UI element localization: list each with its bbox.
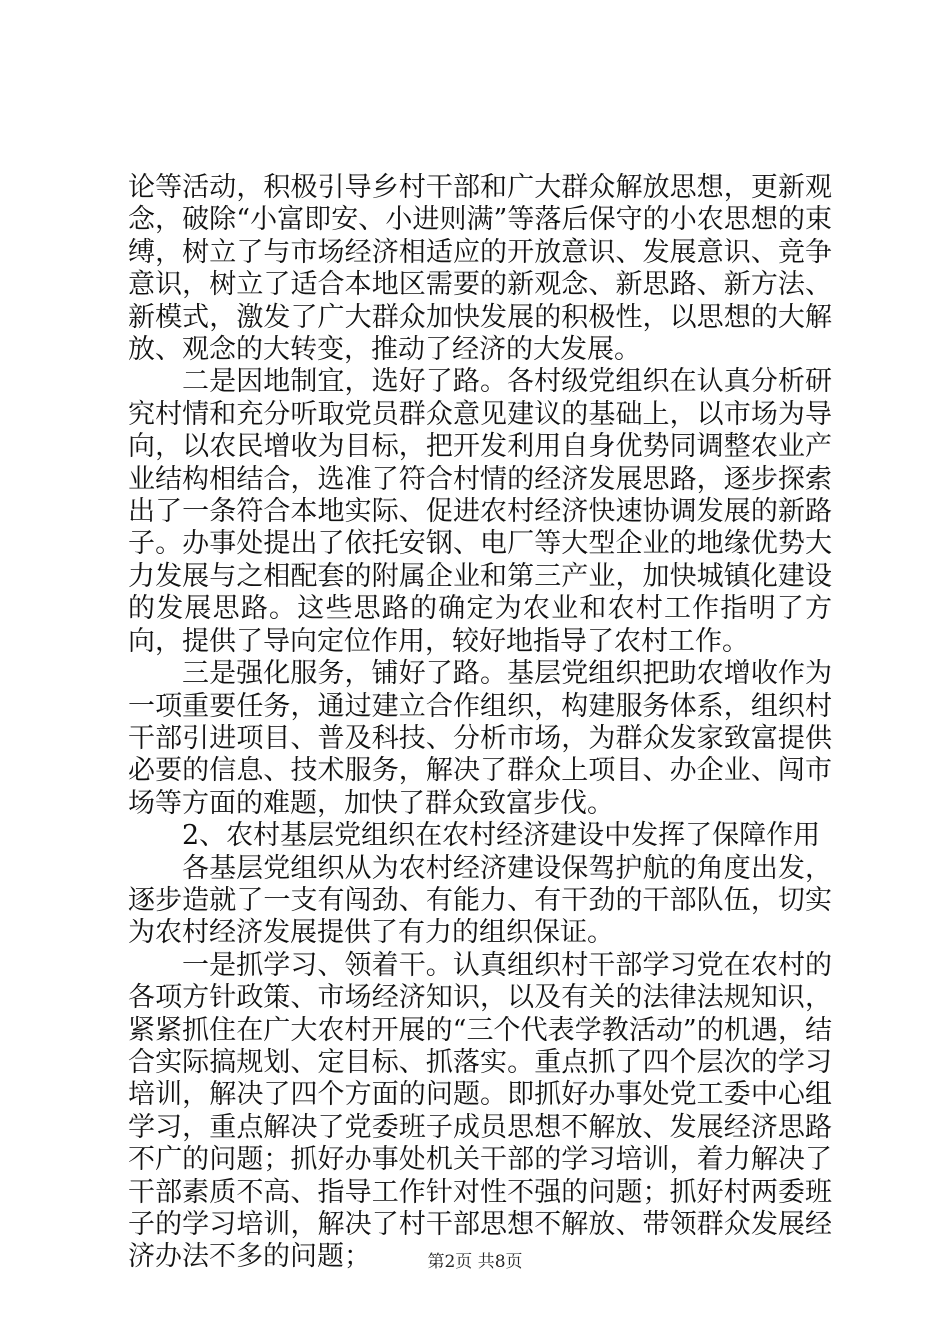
document-body (128, 172, 832, 1274)
paragraph-2: 二是因地制宜，选好了路。各村级党组织在认真分析研究村情和充分听取党员群众意见建议的基础上，以市场为导向，以农民增收为目标，把开发利用自身优势同调整农业产业结构相结合，选准了符合村情的经济发展思路，逐步探索出了一条符合本地实际、促进农村经济快速协调发展的新路子。办事处提出了依托安钢、电厂等大型企业的地缘优势大力发展与之相配套的附属企业和第三产业，加快城镇化建设的发展思路。这些思路的确定为农业和农村工作指明了方向，提供了导向定位作用，较好地指导了农村工作。 (128, 366, 832, 657)
paragraph-4: 各基层党组织从为农村经济建设保驾护航的角度出发，逐步造就了一支有闯劲、有能力、有干劲的干部队伍，切实为农村经济发展提供了有力的组织保证。 (128, 852, 832, 949)
page-number-footer: 第2页 共8页 (427, 1252, 523, 1272)
section-heading: 2、农村基层党组织在农村经济建设中发挥了保障作用 (182, 820, 821, 852)
paragraph-1: 论等活动，积极引导乡村干部和广大群众解放思想，更新观念，破除“小富即安、小进则满”等落后保守的小农思想的束缚，树立了与市场经济相适应的开放意识、发展意识、竞争意识，树立了适合本地区需要的新观念、新思路、新方法、新模式，激发了广大群众加快发展的积极性，以思想的大解放、观念的大转变，推动了经济的大发展。 (128, 172, 832, 366)
paragraph-3: 三是强化服务，铺好了路。基层党组织把助农增收作为一项重要任务，通过建立合作组织，构建服务体系，组织村干部引进项目、普及科技、分析市场，为群众发家致富提供必要的信息、技术服务，解决了群众上项目、办企业、闯市场等方面的难题，加快了群众致富步伐。 (128, 658, 832, 819)
paragraph-5: 一是抓学习、领着干。认真组织村干部学习党在农村的各项方针政策、市场经济知识，以及有关的法律法规知识，紧紧抓住在广大农村开展的“三个代表学教活动”的机遇，结合实际搞规划、定目标、抓落实。重点抓了四个层次的学习培训，解决了四个方面的问题。即抓好办事处党工委中心组学习，重点解决了党委班子成员思想不解放、发展经济思路不广的问题；抓好办事处机关干部的学习培训，着力解决了干部素质不高、指导工作针对性不强的问题；抓好村两委班子的学习培训，解决了村干部思想不解放、带领群众发展经济办法不多的问题； (128, 949, 832, 1273)
